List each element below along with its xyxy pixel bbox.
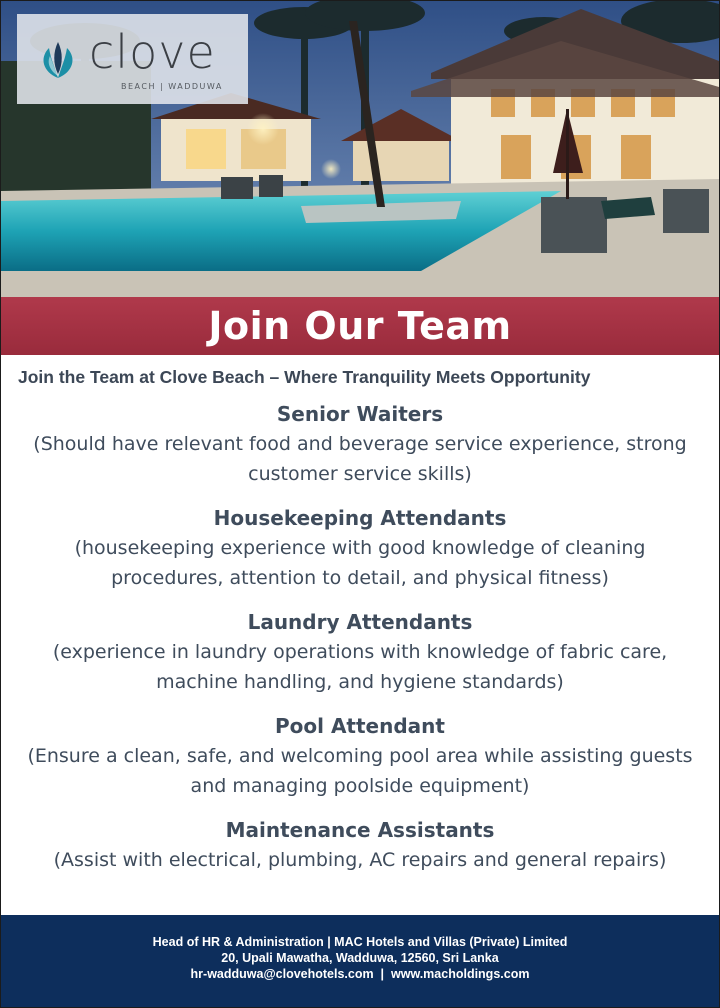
job-title: Laundry Attendants (247, 610, 473, 634)
job-title: Senior Waiters (276, 402, 444, 426)
job-item (1, 607, 719, 697)
contact-footer (1, 915, 719, 1007)
footer-contact-line (1, 966, 719, 982)
job-description: (housekeeping experience with good knowledge of cleaning procedures, attention to detail, and physical fitness) (74, 537, 646, 589)
job-item (1, 815, 719, 875)
logo-wordmark: clove (89, 25, 216, 79)
title-banner (1, 297, 719, 355)
job-title: Housekeeping Attendants (213, 506, 507, 530)
job-description: (Ensure a clean, safe, and welcoming pool area while assisting guests and managing poolside equipment) (27, 745, 693, 797)
job-item (1, 711, 719, 801)
page-title: Join Our Team (208, 304, 512, 348)
job-title: Pool Attendant (275, 714, 445, 738)
footer-email-link[interactable]: hr-wadduwa@clovehotels.com (190, 967, 374, 981)
job-item (1, 399, 719, 489)
footer-address: 20, Upali Mawatha, Wadduwa, 12560, Sri Lanka (221, 951, 499, 965)
job-item (1, 503, 719, 593)
job-title: Maintenance Assistants (225, 818, 495, 842)
footer-separator: | (380, 967, 385, 981)
job-description: (Assist with electrical, plumbing, AC repairs and general repairs) (53, 849, 667, 871)
tagline: Join the Team at Clove Beach – Where Tranquility Meets Opportunity (18, 367, 591, 387)
footer-hr-line: Head of HR & Administration | MAC Hotels and Villas (Private) Limited (152, 935, 568, 949)
clove-flower-icon (37, 38, 79, 80)
job-description: (experience in laundry operations with knowledge of fabric care, machine handling, and hygiene standards) (52, 641, 668, 693)
clove-logo (17, 14, 248, 104)
job-description: (Should have relevant food and beverage service experience, strong customer service skills) (33, 433, 687, 485)
logo-tagline: BEACH | WADDUWA (121, 82, 223, 91)
job-list (1, 399, 719, 875)
footer-website-link[interactable]: www.macholdings.com (391, 967, 530, 981)
